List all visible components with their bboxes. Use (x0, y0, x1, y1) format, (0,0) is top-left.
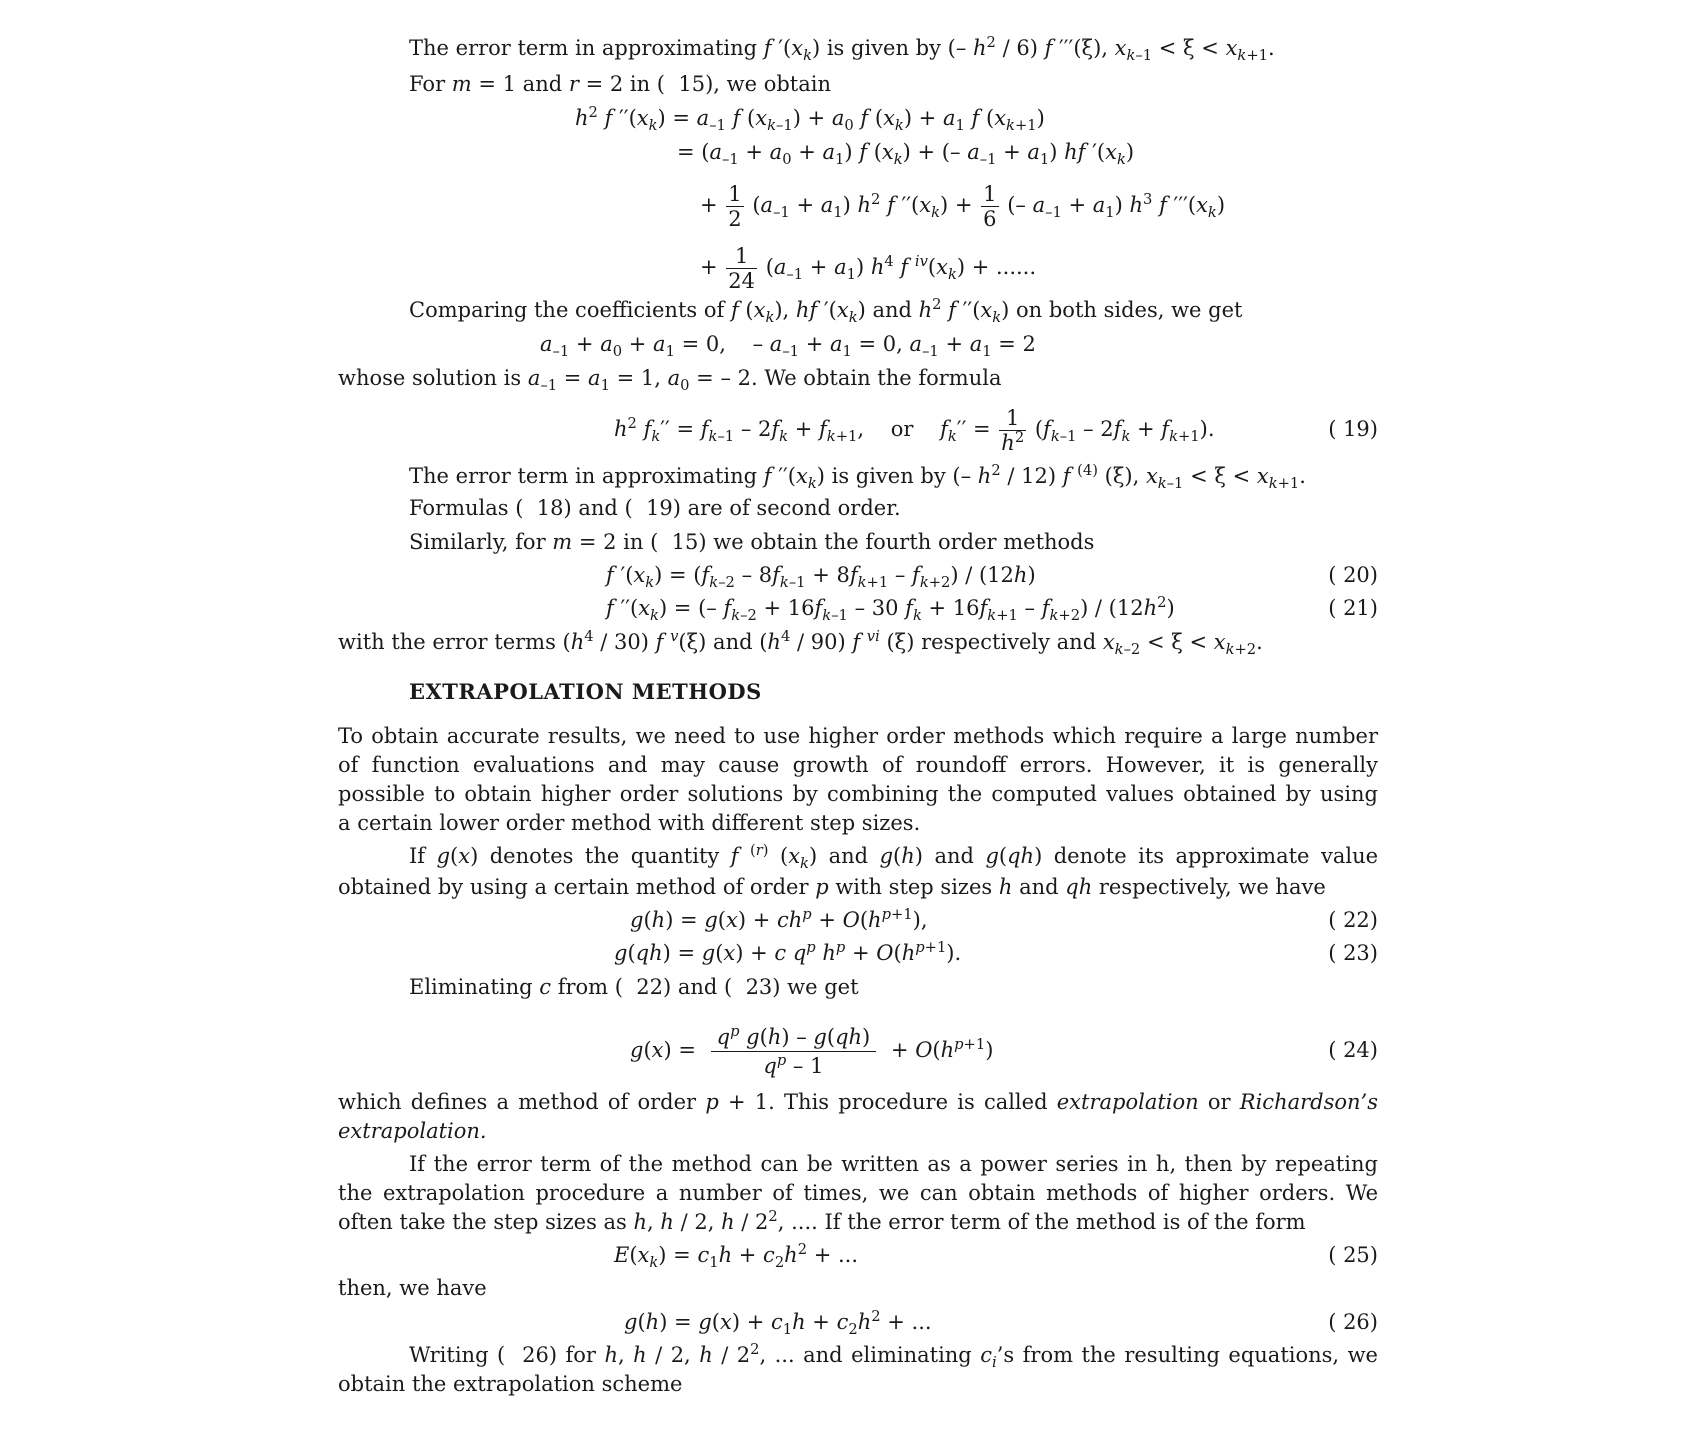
equation-number: ( 24) (1328, 1038, 1378, 1062)
paragraph-line: possible to obtain higher order solutions by combining the computed values obtained by using (338, 782, 1378, 806)
equation-number: ( 20) (1328, 563, 1378, 587)
paragraph-line: If the error term of the method can be written as a power series in h, then by repeating (409, 1152, 1378, 1176)
text-line: Similarly, for m = 2 in ( 15) we obtain the fourth order methods (409, 530, 1095, 554)
text-line: whose solution is $a_{-1} = a_1 = 1$, $a_0$ = – 2. We obtain the formula (338, 366, 1002, 395)
equation-number: ( 21) (1328, 596, 1378, 620)
paragraph-line: a certain lower order method with different step sizes. (338, 811, 921, 835)
text-line: Formulas ( 18) and ( 19) are of second order. (409, 496, 901, 520)
equation: $h^2$ f $''(x_k) = a_{-1}$ f $(x_{k-1}) + a_0$ f $(x_k) + a_1$ f $(x_{k+1})$ (575, 104, 1045, 135)
text-line: The error term in approximating f $''(x_k)$ is given by (– $h^2 / 12$) f $^{(4)}$ (ξ), $x_{k-1} < \xi < x_{k+1}$. (409, 462, 1306, 493)
equation-number: ( 19) (1328, 417, 1378, 441)
equation: $g(h) = g(x) + c_1h + c_2h^2$ + ... (624, 1308, 932, 1339)
equation: g(qh) = g(x) + c $q^p$ $h^p + O(h^{p+1})$. (614, 939, 962, 965)
equation-number: ( 26) (1328, 1310, 1378, 1334)
equation: $h^2$ $f_k'' = f_{k-1} - 2f_k + f_{k+1}$, or $f_k''$ = $\frac{1}{h^2}$ $(f_{k-1} - 2f_k + f_{k+1})$. (614, 405, 1215, 455)
equation: f $'(x_k) = (f_{k-2} - 8f_{k-1} + 8f_{k+1} - f_{k+2}) / (12h)$ (606, 563, 1036, 592)
text-line: Comparing the coefficients of f $(x_k)$, hf $'(x_k)$ and $h^2$ f $''(x_k)$ on both sides, we get (409, 296, 1243, 327)
equation: + $\frac{1}{2}$ $(a_{-1} + a_1)$ $h^2$ f $''(x_k)$ + $\frac{1}{6}$ (– $a_{-1} + a_1$) $h^3$ f $'''(x_k)$ (700, 181, 1226, 231)
text-line: Eliminating c from ( 22) and ( 23) we get (409, 975, 859, 999)
text-line: which defines a method of order p + 1. This procedure is called extrapolation or Richardson’s (338, 1090, 1378, 1114)
paragraph-line: of function evaluations and may cause growth of roundoff errors. However, it is generally (338, 753, 1378, 777)
paragraph-line: the extrapolation procedure a number of times, we can obtain methods of higher orders. We (338, 1181, 1378, 1205)
text-line: For m = 1 and r = 2 in ( 15), we obtain (409, 72, 831, 96)
equation: $g(h) = g(x) + ch^p + O(h^{p+1})$, (630, 906, 928, 932)
text-line: with the error terms $(h^4 / 30)$ f $^v$(ξ) and $(h^4 / 90)$ f $^{vi}$ (ξ) respectively and $x_{k-2} < \xi < x_{k+2}$. (338, 628, 1263, 659)
section-heading: EXTRAPOLATION METHODS (409, 679, 762, 704)
equation: = $(a_{-1} + a_0 + a_1)$ f $(x_k)$ + (– $a_{-1} + a_1$) hf $'(x_k)$ (677, 140, 1135, 169)
equation: g(x) = $\frac{q^p g(h) - g(qh)}{q^p - 1}$ + $O(h^{p+1})$ (630, 1022, 994, 1078)
equation-number: ( 23) (1328, 941, 1378, 965)
paragraph-line: To obtain accurate results, we need to use higher order methods which require a large number (338, 724, 1378, 748)
equation: $a_{-1} + a_0 + a_1 = 0$, – $a_{-1} + a_1 = 0$, $a_{-1} + a_1 = 2$ (540, 332, 1036, 361)
text-line: If g(x) denotes the quantity f $^{(r)}$ $(x_k)$ and g(h) and g(qh) denote its approximate value (409, 842, 1379, 873)
text-line: often take the step sizes as h, h / 2, h / $2^2$, .... If the error term of the method is of the form (338, 1208, 1306, 1234)
text-line: The error term in approximating f $'(x_k)$ is given by (– $h^2 / 6$) f ′′′(ξ), $x_{k-1} < \xi < x_{k+1}$. (409, 34, 1275, 65)
equation-number: ( 22) (1328, 908, 1378, 932)
text-line: obtained by using a certain method of order p with step sizes h and qh respectively, we have (338, 875, 1326, 899)
equation-number: ( 25) (1328, 1243, 1378, 1267)
paragraph-line: obtain the extrapolation scheme (338, 1372, 683, 1396)
equation: f $''(x_k)$ = (– $f_{k-2} + 16f_{k-1} - 30$ $f_k + 16f_{k+1} - f_{k+2}) / (12h^2)$ (606, 594, 1175, 625)
equation: $E(x_k) = c_1h + c_2h^2$ + ... (614, 1241, 859, 1272)
equation: + $\frac{1}{24}$ $(a_{-1} + a_1)$ $h^4$ f $^{iv}(x_k)$ + ...... (700, 243, 1037, 293)
text-line: extrapolation. (338, 1119, 487, 1143)
paragraph-line: then, we have (338, 1276, 487, 1300)
text-line: Writing ( 26) for h, h / 2, h / $2^2$, ... and eliminating $c_i’s$ from the resulting equations, we (409, 1341, 1378, 1372)
